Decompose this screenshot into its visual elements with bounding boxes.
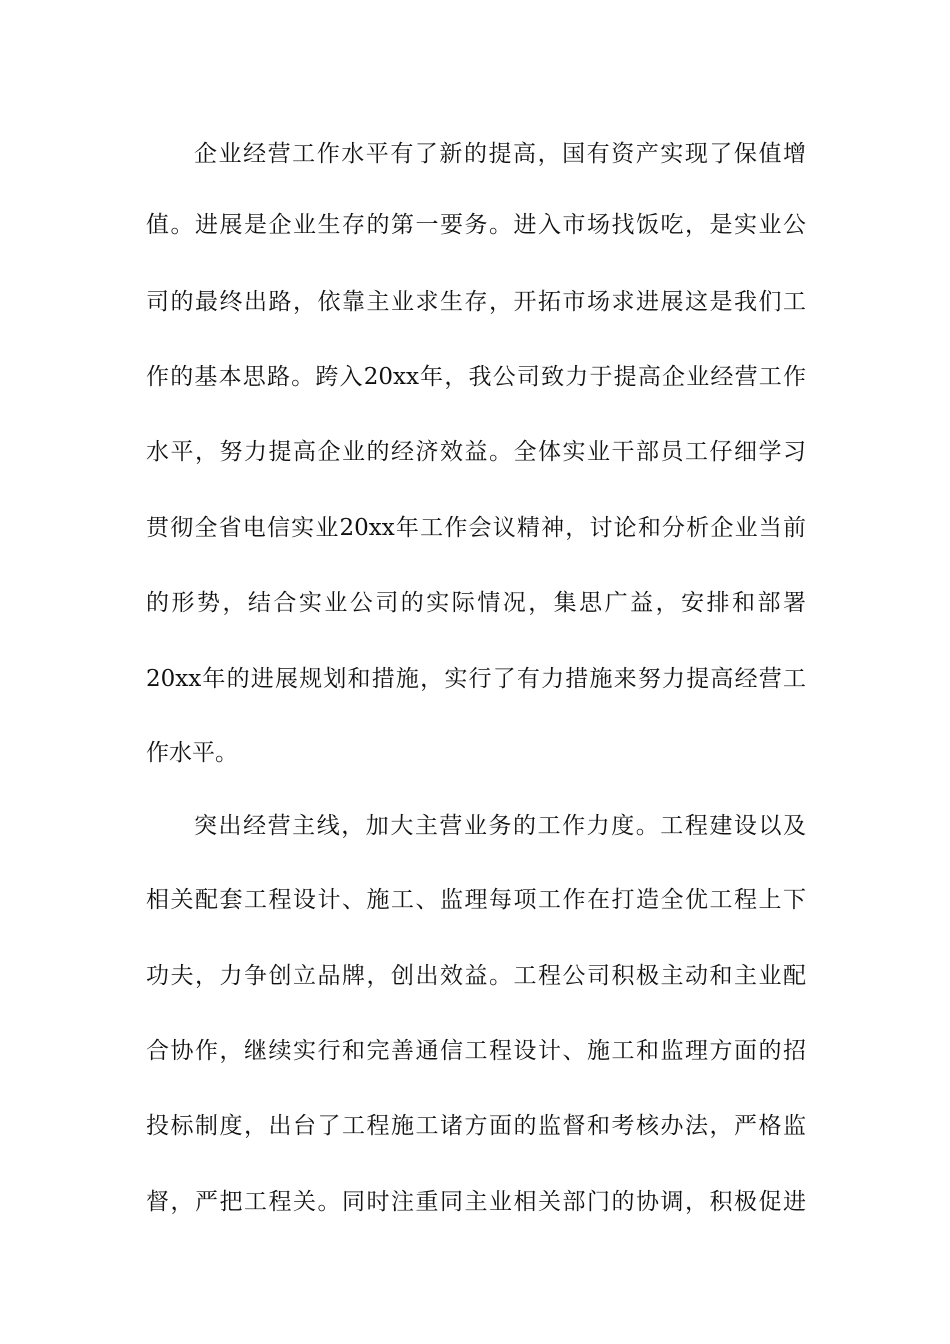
text-line: 20xx年的进展规划和措施，实行了有力措施来努力提高经营工 [146,666,806,692]
text-line: 水平，努力提高企业的经济效益。全体实业干部员工仔细学习 [146,439,806,465]
text-line: 功夫，力争创立品牌，创出效益。工程公司积极主动和主业配 [146,963,806,989]
text-line: 值。进展是企业生存的第一要务。进入市场找饭吃，是实业公 [146,212,806,238]
text-line: 司的最终出路，依靠主业求生存，开拓市场求进展这是我们工 [146,289,806,315]
text-line: 企业经营工作水平有了新的提高，国有资产实现了保值增 [194,141,806,167]
text-line: 作水平。 [146,740,238,766]
text-line: 投标制度，出台了工程施工诸方面的监督和考核办法，严格监 [146,1113,806,1139]
text-line: 的形势，结合实业公司的实际情况，集思广益，安排和部署 [146,590,806,616]
text-line: 相关配套工程设计、施工、监理每项工作在打造全优工程上下 [146,887,806,913]
text-line: 督，严把工程关。同时注重同主业相关部门的协调，积极促进 [146,1189,806,1215]
text-line: 贯彻全省电信实业20xx年工作会议精神，讨论和分析企业当前 [146,515,806,541]
text-line: 突出经营主线，加大主营业务的工作力度。工程建设以及 [194,813,806,839]
text-line: 合协作，继续实行和完善通信工程设计、施工和监理方面的招 [146,1038,806,1064]
text-line: 作的基本思路。跨入20xx年，我公司致力于提高企业经营工作 [146,364,806,390]
